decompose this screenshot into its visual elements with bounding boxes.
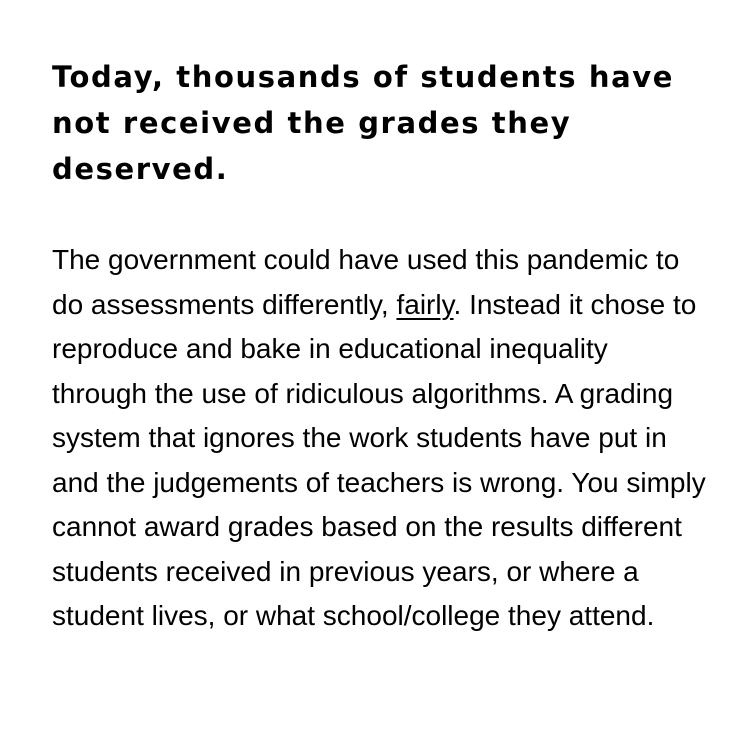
statement-heading: Today, thousands of students have not received the grades they deserved. (52, 60, 675, 186)
body-text-after-link: . Instead it chose to reproduce and bake in educational inequality through the use of ridiculous algorithms. A grading system that ignores the work students have put in and the judgements of teachers is wrong. You simply cannot award grades based on the results different students received in previous years, or where a student lives, or what school/college they attend. (52, 288, 706, 631)
body-text-before-link: The government could have used this pandemic to do assessments differently, (52, 244, 680, 320)
fairly-link[interactable]: fairly (396, 288, 454, 320)
statement-body (52, 238, 710, 639)
